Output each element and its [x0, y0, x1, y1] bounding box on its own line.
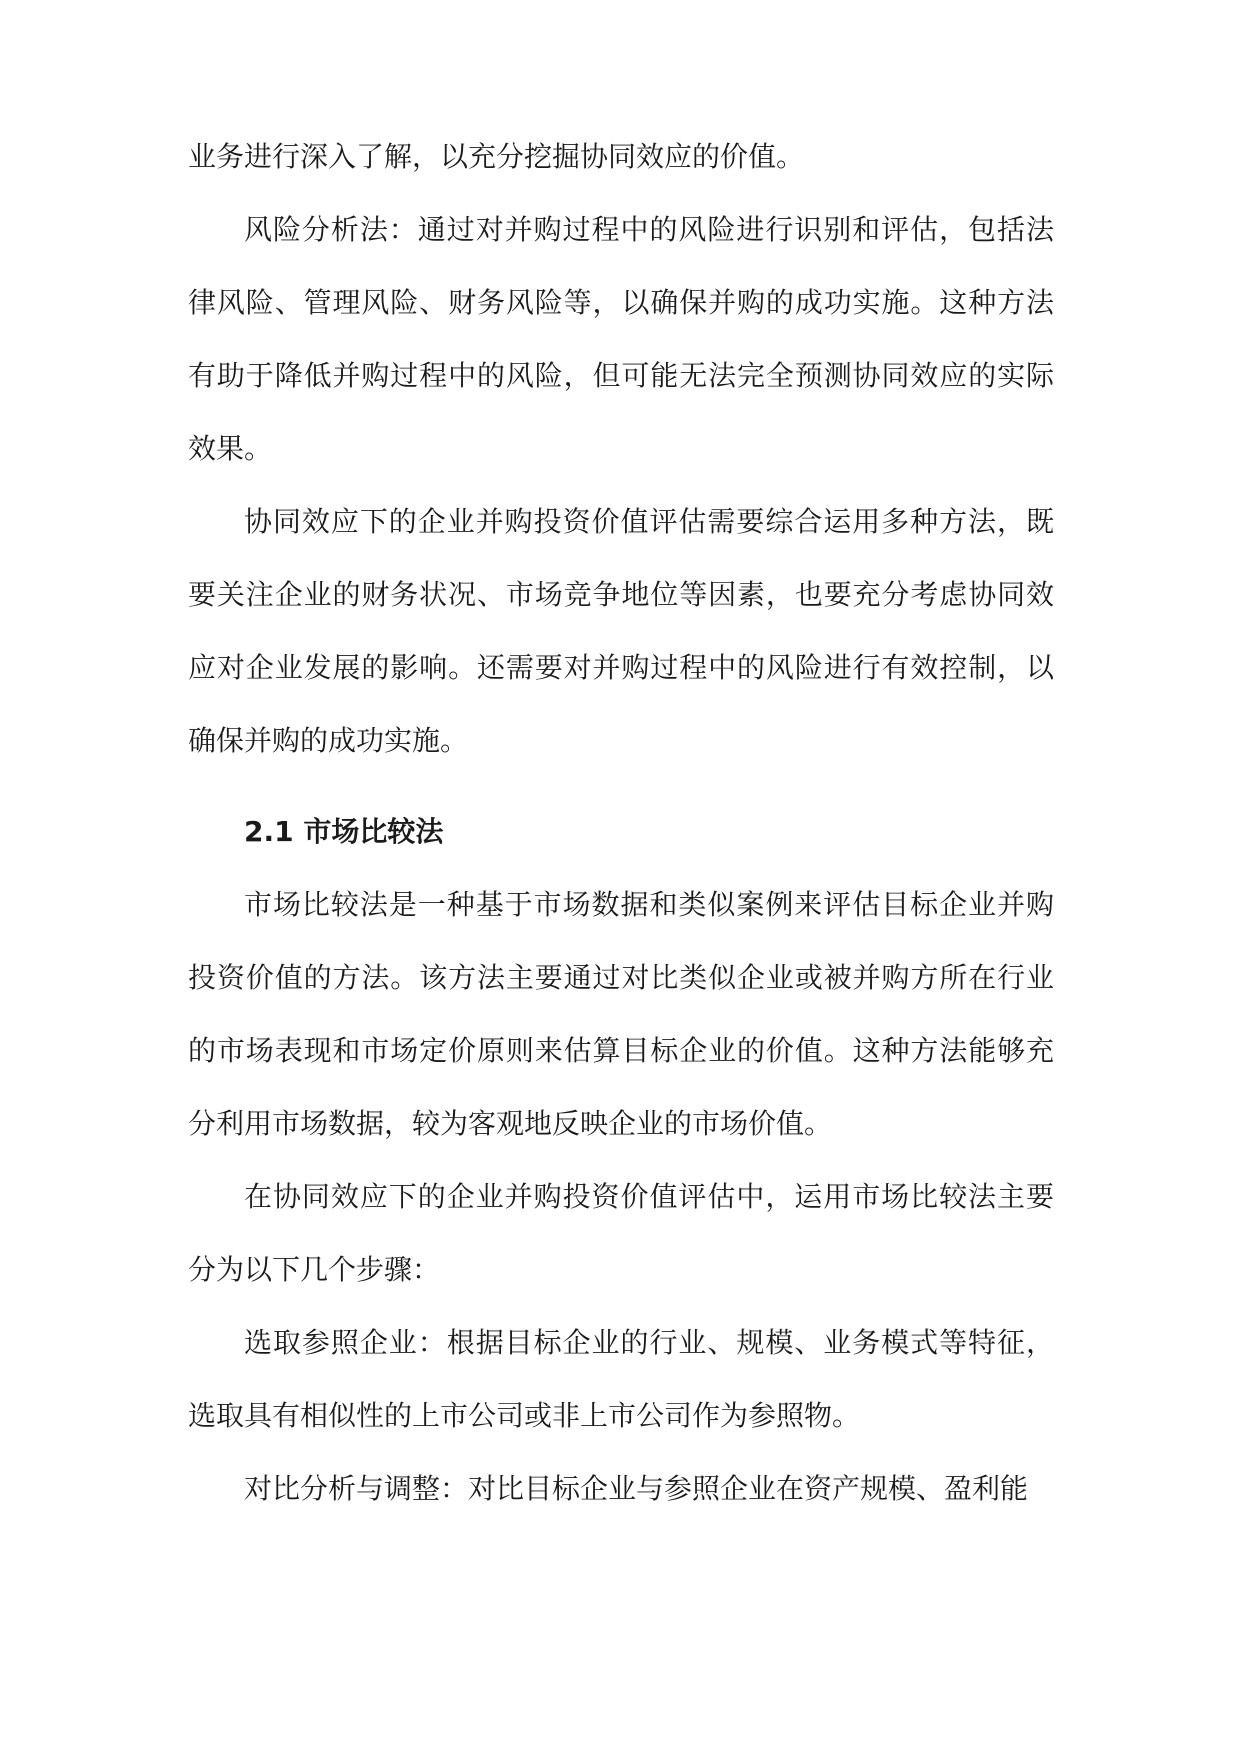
section-title: 市场比较法: [303, 815, 444, 848]
paragraph-market-comparison: 市场比较法是一种基于市场数据和类似案例来评估目标企业并购投资价值的方法。该方法主要通过对比类似企业或被并购方所在行业的市场表现和市场定价原则来估算目标企业的价值。这种方法能够充分利用市场数据，较为客观地反映企业的市场价值。: [188, 888, 1054, 1140]
paragraph-steps-intro: 在协同效应下的企业并购投资价值评估中，运用市场比较法主要分为以下几个步骤：: [188, 1180, 1054, 1286]
paragraph-step-select: 选取参照企业：根据目标企业的行业、规模、业务模式等特征，选取具有相似性的上市公司或非上市公司作为参照物。: [188, 1326, 1054, 1432]
paragraph-risk-analysis: 风险分析法：通过对并购过程中的风险进行识别和评估，包括法律风险、管理风险、财务风险等，以确保并购的成功实施。这种方法有助于降低并购过程中的风险，但可能无法完全预测协同效应的实际效果。: [188, 213, 1054, 465]
section-heading: [188, 795, 1054, 868]
document-page: [188, 120, 1054, 1525]
section-number: 2.1: [244, 815, 294, 848]
paragraph-summary: 协同效应下的企业并购投资价值评估需要综合运用多种方法，既要关注企业的财务状况、市场竞争地位等因素，也要充分考虑协同效应对企业发展的影响。还需要对并购过程中的风险进行有效控制，以确保并购的成功实施。: [188, 505, 1054, 757]
paragraph-step-compare: 对比分析与调整：对比目标企业与参照企业在资产规模、盈利能: [244, 1472, 1029, 1505]
paragraph-continued: 业务进行深入了解，以充分挖掘协同效应的价值。: [188, 140, 805, 173]
